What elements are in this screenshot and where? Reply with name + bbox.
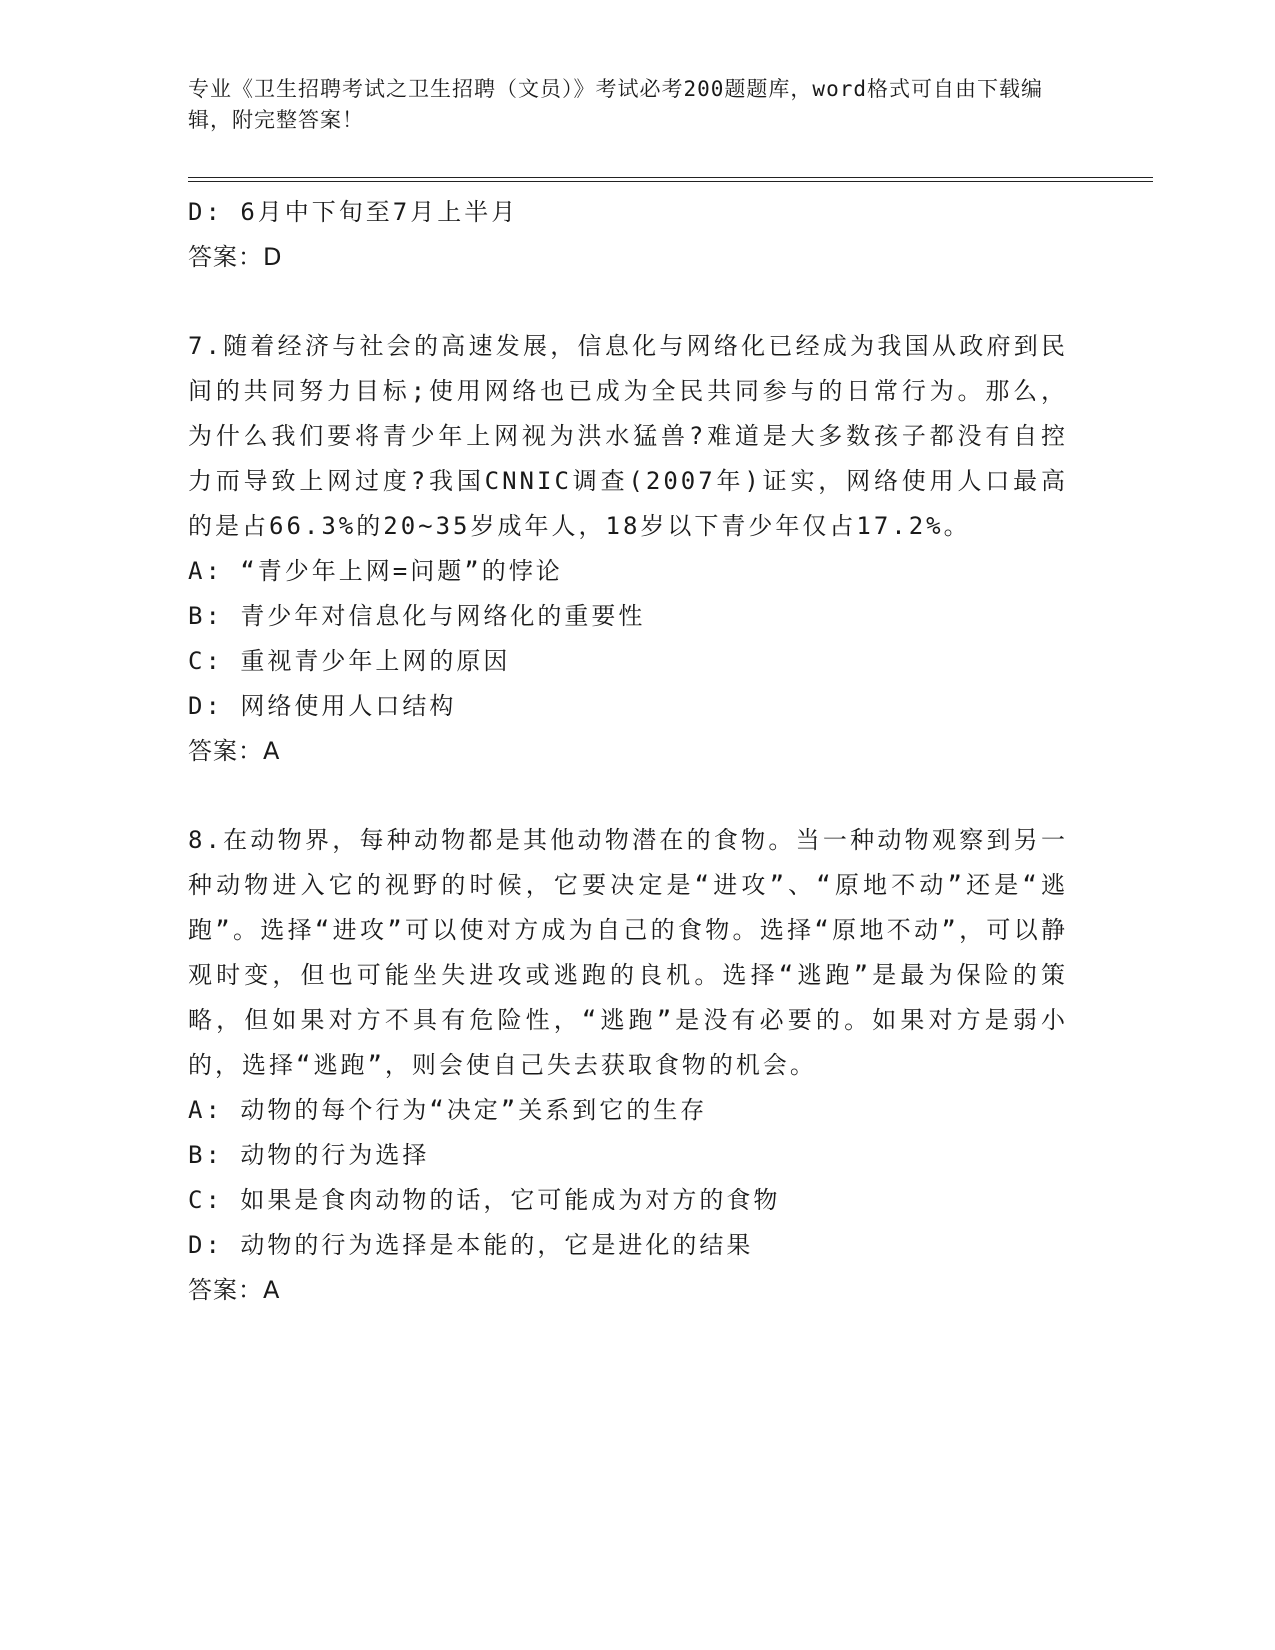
option-b: B: 青少年对信息化与网络化的重要性 (188, 602, 646, 630)
header-divider-bottom (188, 181, 1153, 182)
document-body (188, 190, 1068, 1313)
option-c: C: 如果是食肉动物的话，它可能成为对方的食物 (188, 1186, 781, 1214)
question-stem: 7.随着经济与社会的高速发展，信息化与网络化已经成为我国从政府到民间的共同努力目标;使用网络也已成为全民共同参与的日常行为。那么，为什么我们要将青少年上网视为洪水猛兽?难道是大多数孩子都没有自控力而导致上网过度?我国CNNIC调查(2007年)证实，网络使用人口最高的是占66.3%的20~35岁成年人，18岁以下青少年仅占17.2%。 (188, 332, 1068, 540)
question-stem: 8.在动物界，每种动物都是其他动物潜在的食物。当一种动物观察到另一种动物进入它的视野的时候，它要决定是“进攻”、“原地不动”还是“逃跑”。选择“进攻”可以使对方成为自己的食物。选择“原地不动”，可以静观时变，但也可能坐失进攻或逃跑的良机。选择“逃跑”是最为保险的策略，但如果对方不具有危险性，“逃跑”是没有必要的。如果对方是弱小的，选择“逃跑”，则会使自己失去获取食物的机会。 (188, 826, 1068, 1079)
option-d: D: 网络使用人口结构 (188, 692, 457, 720)
document-header: 专业《卫生招聘考试之卫生招聘（文员）》考试必考200题题库，word格式可自由下载编辑，附完整答案！ (188, 77, 1043, 132)
answer: 答案：D (188, 243, 283, 271)
answer: 答案：A (188, 737, 281, 765)
option-d: D: 动物的行为选择是本能的，它是进化的结果 (188, 1231, 754, 1259)
option-b: B: 动物的行为选择 (188, 1141, 430, 1169)
question-7 (188, 324, 1068, 774)
answer: 答案：A (188, 1276, 281, 1304)
option-a: A: 动物的每个行为“决定”关系到它的生存 (188, 1096, 708, 1124)
question-8 (188, 818, 1068, 1313)
header-divider-top (188, 177, 1153, 178)
previous-question-tail (188, 190, 1068, 280)
option-a: A: “青少年上网=问题”的悖论 (188, 557, 563, 585)
option-d: D: 6月中下旬至7月上半月 (188, 198, 519, 226)
option-c: C: 重视青少年上网的原因 (188, 647, 511, 675)
